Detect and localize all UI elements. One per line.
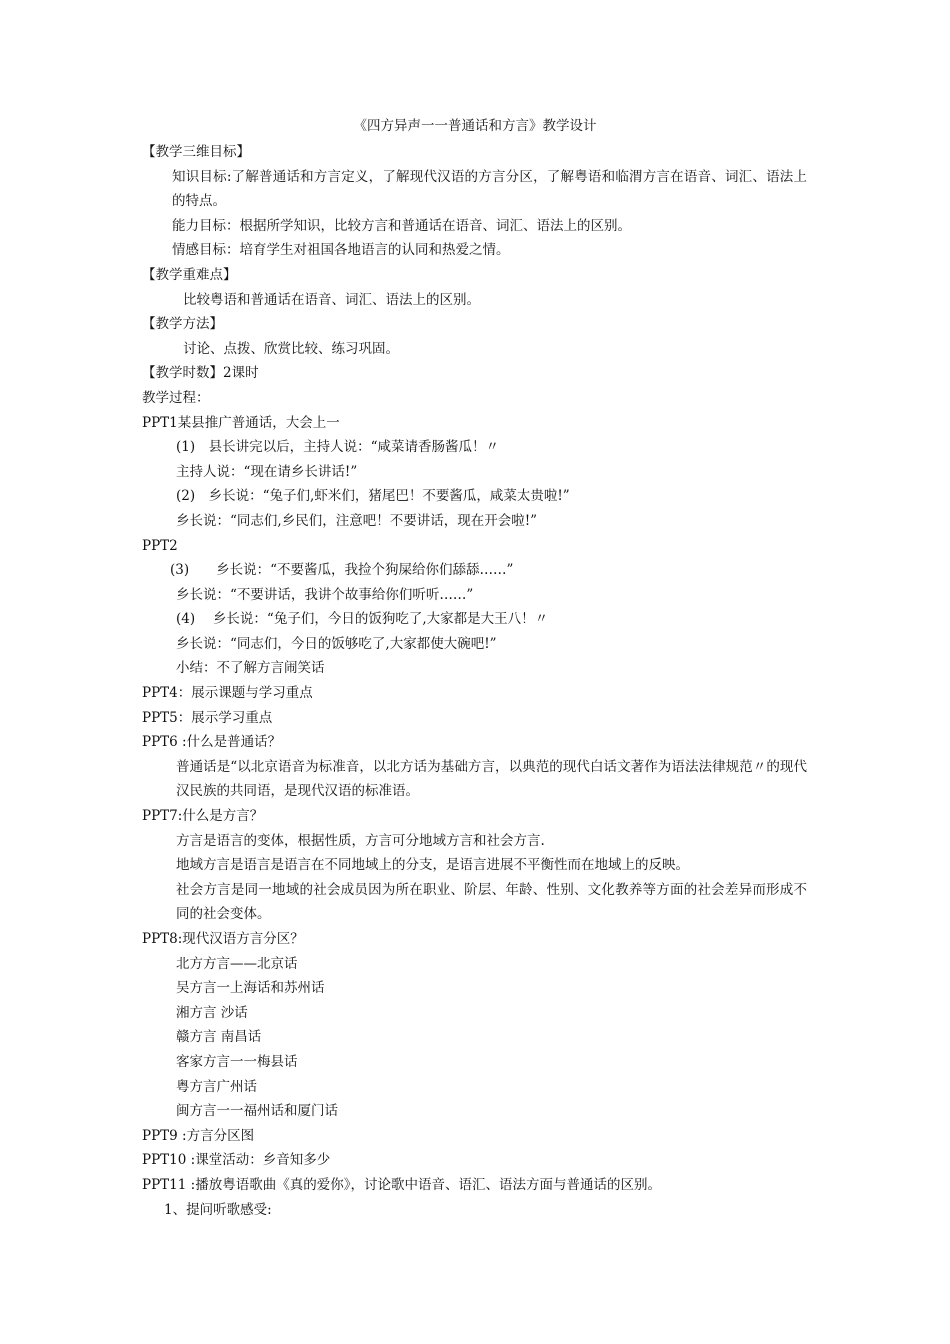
- ppt5-line: PPT5：展示学习重点: [142, 709, 273, 726]
- ppt1-line: PPT1某县推广普通话，大会上一: [142, 414, 340, 431]
- hours-line: 【教学时数】2课时: [142, 365, 259, 382]
- dialect-item: 闽方言一一福州话和厦门话: [176, 1103, 338, 1120]
- method-text: 讨论、点拨、欣赏比较、练习巩固。: [183, 340, 399, 357]
- ppt1-item-2: 主持人说：“现在请乡长讲话!”: [176, 463, 358, 480]
- dialect-item: 湘方言 沙话: [176, 1004, 248, 1021]
- key-text: 比较粤语和普通话在语音、词汇、语法上的区别。: [183, 291, 480, 308]
- dialect-item: 粤方言广州话: [176, 1078, 257, 1095]
- ppt2-summary: 小结：不了解方言闹笑话: [176, 660, 325, 677]
- dialect-item: 赣方言 南昌话: [176, 1029, 262, 1046]
- ppt2-item-1: (3) 乡长说：“不要酱瓜，我捡个狗屎给你们舔舔……”: [170, 562, 514, 579]
- ppt4-line: PPT4：展示课题与学习重点: [142, 685, 313, 702]
- ppt8-line: PPT8:现代汉语方言分区？: [142, 931, 304, 947]
- ppt7-line: PPT7:什么是方言？: [142, 808, 264, 825]
- ppt7-item-1: 方言是语言的变体，根据性质，方言可分地域方言和社会方言.: [176, 832, 545, 849]
- ppt7-item-3: [142, 878, 807, 927]
- ppt9-line: PPT9 :方言分区图: [142, 1127, 255, 1144]
- key-heading: 【教学重难点】: [142, 266, 237, 283]
- dialect-item: 北方方言——北京话: [176, 955, 298, 972]
- ppt6-paragraph: [142, 755, 807, 804]
- ppt2-item-2: 乡长说：“不要讲话，我讲个故事给你们听听……”: [176, 586, 474, 603]
- document-title: 《四方异声一一普通话和方言》教学设计: [353, 118, 597, 134]
- goal-knowledge-text: 知识目标:了解普通话和方言定义，了解现代汉语的方言分区，了解粤语和临渭方言在语音、词汇、语法上的特点。: [172, 168, 807, 210]
- ppt6-line: PPT6 :什么是普通话？: [142, 734, 282, 751]
- ppt1-item-3: (2) 乡长说：“兔子们,虾米们，猪尾巴！不要酱瓜，咸菜太贵啦!”: [176, 488, 570, 505]
- goal-emotion: 情感目标：培育学生对祖国各地语言的认同和热爱之情。: [172, 242, 510, 259]
- dialect-item: 吴方言一上海话和苏州话: [176, 980, 325, 997]
- ppt7-item-2: 地域方言是语言是语言在不同地域上的分支，是语言进展不平衡性而在地域上的反映。: [176, 857, 689, 874]
- ppt1-item-1: (1) 县长讲完以后，主持人说：“咸菜请香肠酱瓜！〃: [176, 439, 500, 456]
- document-body: [142, 140, 807, 1222]
- ppt7-item-3-text: 社会方言是同一地域的社会成员因为所在职业、阶层、年龄、性别、文化教养等方面的社会差异而形成不同的社会变体。: [176, 881, 807, 923]
- goal-knowledge: [142, 165, 807, 214]
- method-heading: 【教学方法】: [142, 316, 223, 333]
- goals-heading: 【教学三维目标】: [142, 144, 250, 160]
- ppt2-item-3: (4) 乡长说：“兔子们，今日的饭狗吃了,大家都是大王八！〃: [176, 611, 549, 628]
- dialect-item: 客家方言一一梅县话: [176, 1053, 298, 1070]
- process-heading: 教学过程：: [142, 389, 210, 406]
- ppt2-item-4: 乡长说：“同志们，今日的饭够吃了,大家都使大碗吧!”: [176, 635, 497, 652]
- ppt1-item-4: 乡长说：“同志们,乡民们，注意吧！不要讲话，现在开会啦!”: [176, 512, 538, 529]
- ppt2-line: PPT2: [142, 537, 178, 554]
- goal-ability: 能力目标：根据所学知识，比较方言和普通话在语音、词汇、语法上的区别。: [172, 217, 631, 234]
- question-1: 1、提问听歌感受:: [164, 1201, 272, 1218]
- ppt11-line: PPT11 :播放粤语歌曲《真的爱你》，讨论歌中语音、语汇、语法方面与普通话的区别。: [142, 1176, 661, 1193]
- ppt10-line: PPT10 :课堂活动：乡音知多少: [142, 1152, 331, 1169]
- ppt6-paragraph-text: 普通话是“以北京语音为标准音，以北方话为基础方言，以典范的现代白话文著作为语法法律规范〃的现代汉民族的共同语，是现代汉语的标准语。: [176, 758, 807, 800]
